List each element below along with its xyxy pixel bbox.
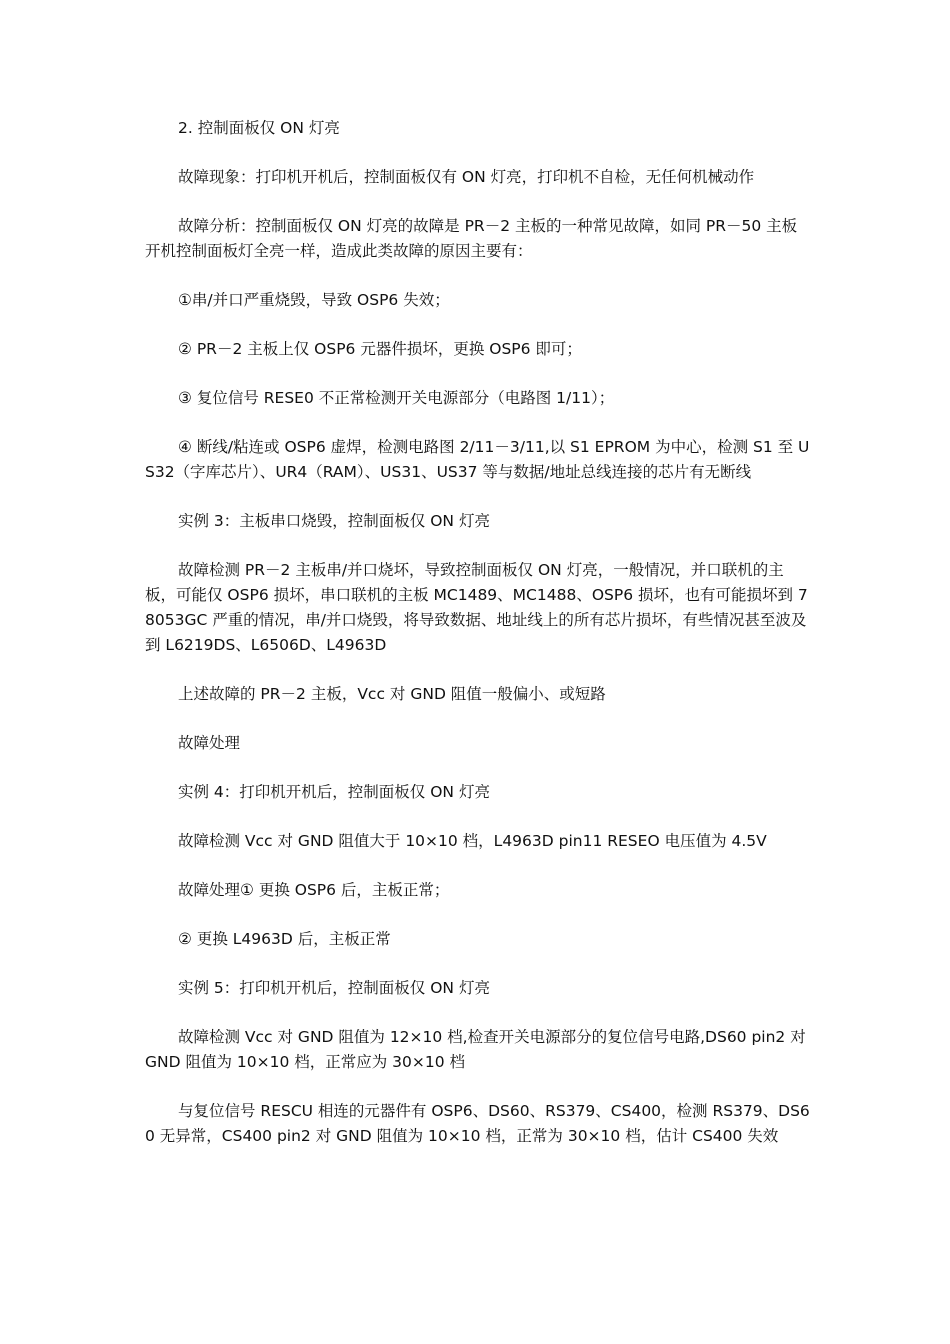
cause-item-4: ④ 断线/粘连或 OSP6 虚焊，检测电路图 2/11－3/11,以 S1 EPROM 为中心，检测 S1 至 US32（字库芯片）、UR4（RAM）、US31、US37 等与数据/地址总线连接的芯片有无断线 [145, 438, 810, 481]
example-3-note: 上述故障的 PR－2 主板，Vcc 对 GND 阻值一般偏小、或短路 [178, 685, 606, 703]
document-body [145, 116, 810, 1173]
section-heading: 2. 控制面板仅 ON 灯亮 [178, 119, 340, 137]
example-4-title: 实例 4：打印机开机后，控制面板仅 ON 灯亮 [178, 783, 490, 801]
fault-handling-heading: 故障处理 [178, 734, 241, 752]
example-5-analysis: 与复位信号 RESCU 相连的元器件有 OSP6、DS60、RS379、CS400，检测 RS379、DS60 无异常，CS400 pin2 对 GND 阻值为 10×10 档，正常为 30×10 档，估计 CS400 失效 [145, 1102, 810, 1145]
cause-item-1: ①串/并口严重烧毁，导致 OSP6 失效； [178, 291, 450, 309]
cause-item-2: ② PR－2 主板上仅 OSP6 元器件损坏，更换 OSP6 即可； [178, 340, 582, 358]
example-4-detection: 故障检测 Vcc 对 GND 阻值大于 10×10 档，L4963D pin11 RESEO 电压值为 4.5V [178, 832, 767, 850]
example-4-handling-2: ② 更换 L4963D 后，主板正常 [178, 930, 391, 948]
example-3-detection: 故障检测 PR－2 主板串/并口烧坏，导致控制面板仅 ON 灯亮，一般情况，并口联机的主板，可能仅 OSP6 损坏，串口联机的主板 MC1489、MC1488、OSP6 损坏，也有可能损坏到 78053GC 严重的情况，串/并口烧毁，将导致数据、地址线上的所有芯片损坏，有些情况甚至波及到 L6219DS、L6506D、L4963D [145, 561, 808, 654]
example-4-handling-1: 故障处理① 更换 OSP6 后，主板正常； [178, 881, 450, 899]
fault-symptom-paragraph: 故障现象：打印机开机后，控制面板仅有 ON 灯亮，打印机不自检，无任何机械动作 [178, 168, 755, 186]
cause-item-3: ③ 复位信号 RESE0 不正常检测开关电源部分（电路图 1/11）； [178, 389, 615, 407]
fault-analysis-paragraph: 故障分析：控制面板仅 ON 灯亮的故障是 PR－2 主板的一种常见故障，如同 PR－50 主板开机控制面板灯全亮一样，造成此类故障的原因主要有： [145, 217, 798, 260]
example-5-detection: 故障检测 Vcc 对 GND 阻值为 12×10 档,检查开关电源部分的复位信号电路,DS60 pin2 对 GND 阻值为 10×10 档，正常应为 30×10 档 [145, 1028, 806, 1071]
example-5-title: 实例 5：打印机开机后，控制面板仅 ON 灯亮 [178, 979, 490, 997]
example-3-title: 实例 3：主板串口烧毁，控制面板仅 ON 灯亮 [178, 512, 490, 530]
